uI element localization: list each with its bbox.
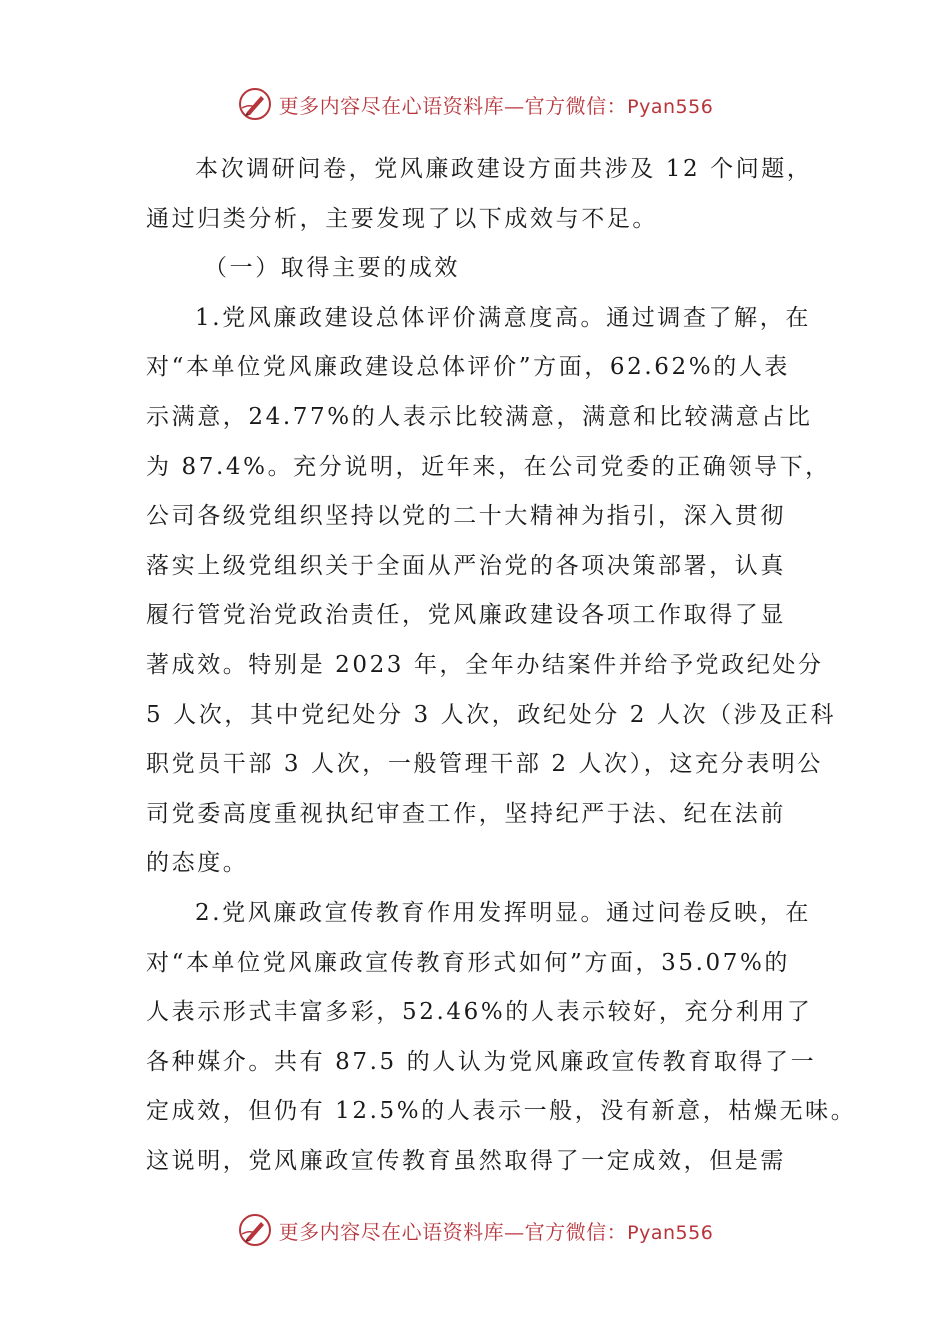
body-line-13: 职党员干部 3 人次，一般管理干部 2 人次），这充分表明公 (146, 751, 824, 778)
body-line-20: 定成效，但仍有 12.5%的人表示一般，没有新意，枯燥无味。 (146, 1098, 857, 1125)
body-line-7: 为 87.4%。充分说明，近年来，在公司党委的正确领导下， (146, 453, 831, 480)
body-line-4: 1.党风廉政建设总体评价满意度高。通过调查了解，在 (195, 304, 811, 331)
header-banner (0, 84, 950, 124)
body-line-17: 对“本单位党风廉政宣传教育形式如何”方面，35.07%的 (146, 949, 791, 976)
body-line-16: 2.党风廉政宣传教育作用发挥明显。通过问卷反映，在 (195, 899, 811, 926)
section-heading: （一）取得主要的成效 (204, 255, 460, 282)
body-line-6: 示满意，24.77%的人表示比较满意，满意和比较满意占比 (146, 403, 813, 430)
pen-logo-icon (237, 86, 273, 122)
body-line-19: 各种媒介。共有 87.5 的人认为党风廉政宣传教育取得了一 (146, 1048, 817, 1075)
body-line-8: 公司各级党组织坚持以党的二十大精神为指引，深入贯彻 (146, 503, 786, 530)
body-line-15: 的态度。 (146, 850, 249, 877)
body-line-1: 本次调研问卷，党风廉政建设方面共涉及 12 个问题， (195, 156, 813, 182)
body-line-14: 司党委高度重视执纪审查工作，坚持纪严于法、纪在法前 (146, 800, 786, 827)
body-line-5: 对“本单位党风廉政建设总体评价”方面，62.62%的人表 (146, 354, 791, 381)
body-line-18: 人表示形式丰富多彩，52.46%的人表示较好，充分利用了 (146, 999, 813, 1026)
pen-logo-icon (237, 1212, 273, 1248)
body-line-12: 5 人次，其中党纪处分 3 人次，政纪处分 2 人次（涉及正科 (146, 701, 837, 728)
body-line-9: 落实上级党组织关于全面从严治党的各项决策部署，认真 (146, 552, 786, 579)
body-line-11: 著成效。特别是 2023 年，全年办结案件并给予党政纪处分 (146, 651, 824, 678)
header-wechat-id: Pyan556 (627, 95, 714, 118)
body-line-10: 履行管党治党政治责任，党风廉政建设各项工作取得了显 (146, 602, 786, 629)
header-banner-text: 更多内容尽在心语资料库—官方微信：Pyan556 (278, 93, 714, 118)
body-line-21: 这说明，党风廉政宣传教育虽然取得了一定成效，但是需 (146, 1147, 786, 1174)
footer-banner (0, 1210, 950, 1250)
body-line-2: 通过归类分析，主要发现了以下成效与不足。 (146, 205, 658, 232)
document-body (146, 145, 857, 1186)
footer-banner-text: 更多内容尽在心语资料库—官方微信：Pyan556 (278, 1219, 714, 1244)
footer-wechat-id: Pyan556 (627, 1221, 714, 1244)
